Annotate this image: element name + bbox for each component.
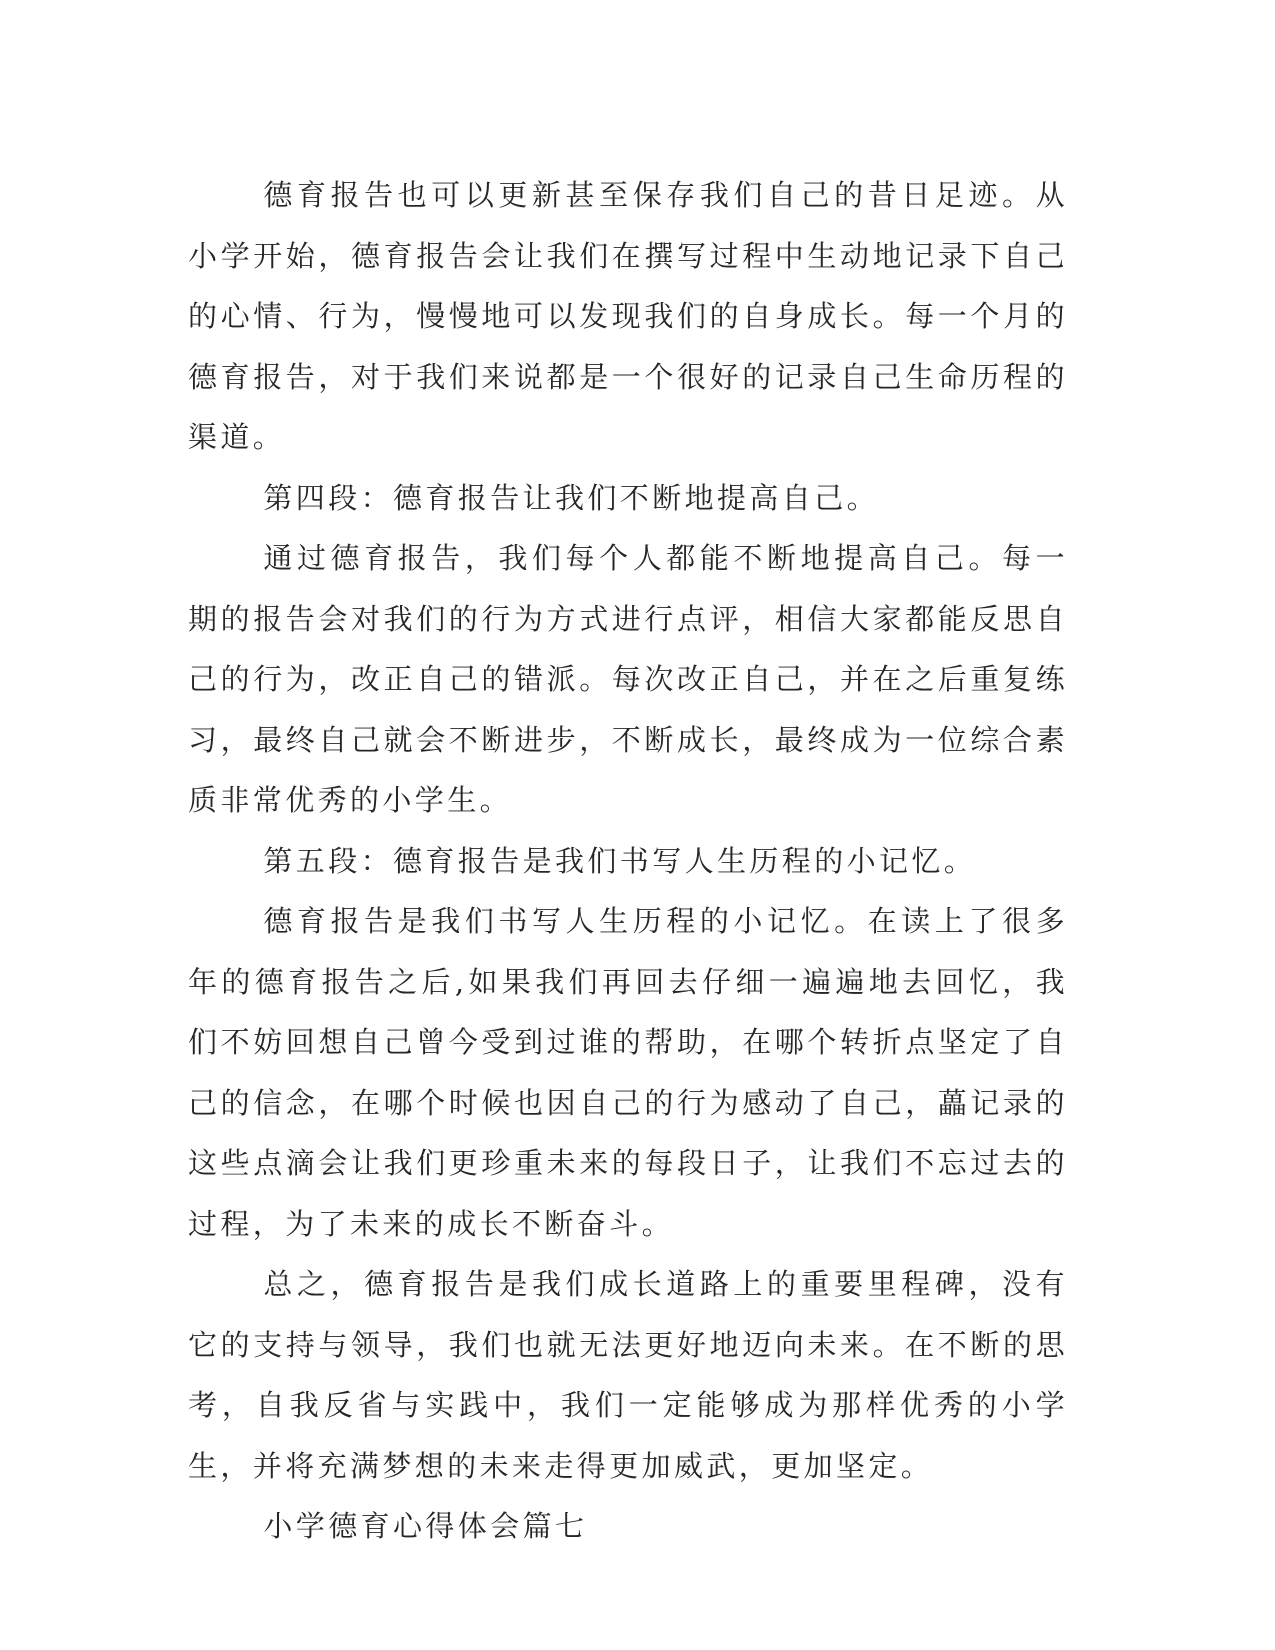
section-heading-four: 第四段：德育报告让我们不断地提高自己。 bbox=[263, 480, 879, 515]
paragraph-improvement: 通过德育报告，我们每个人都能不断地提高自己。每一期的报告会对我们的行为方式进行点评，相信大家都能反思自己的行为，改正自己的错派。每次改正自己，并在之后重复练习，最终自己就会不断进步，不断成长，最终成为一位综合素质非常优秀的小学生。 bbox=[188, 541, 1068, 817]
section-heading-five: 第五段：德育报告是我们书写人生历程的小记忆。 bbox=[263, 843, 977, 878]
chapter-title-seven: 小学德育心得体会篇七 bbox=[263, 1509, 588, 1543]
paragraph-memories: 德育报告是我们书写人生历程的小记忆。在读上了很多年的德育报告之后,如果我们再回去仔细一遍遍地去回忆，我们不妨回想自己曾今受到过谁的帮助，在哪个转折点坚定了自己的信念，在哪个时候也因自己的行为感动了自己，藟记录的这些点滴会让我们更珍重未来的每段日子，让我们不忘过去的过程，为了未来的成长不断奋斗。 bbox=[188, 904, 1068, 1241]
paragraph-footprints: 德育报告也可以更新甚至保存我们自己的昔日足迹。从小学开始，德育报告会让我们在撰写过程中生动地记录下自己的心情、行为，慢慢地可以发现我们的自身成长。每一个月的德育报告，对于我们来说都是一个很好的记录自己生命历程的渠道。 bbox=[188, 178, 1068, 454]
paragraph-conclusion: 总之，德育报告是我们成长道路上的重要里程碑，没有它的支持与领导，我们也就无法更好地迈向未来。在不断的思考，自我反省与实践中，我们一定能够成为那样优秀的小学生，并将充满梦想的未来走得更加威武，更加坚定。 bbox=[188, 1267, 1068, 1483]
document-body bbox=[188, 165, 1068, 1557]
